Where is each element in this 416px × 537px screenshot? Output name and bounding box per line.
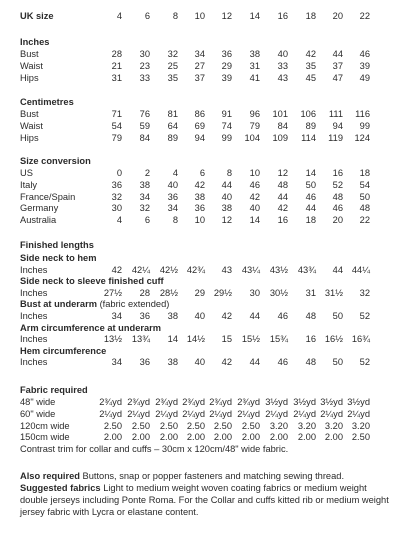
fabric-required-row-cell: 2¼yd bbox=[209, 408, 232, 419]
centimetres-heading: Centimetres bbox=[20, 97, 74, 107]
size-conversion-row-cell: 42 bbox=[277, 203, 288, 214]
inches-row-cell: 41 bbox=[249, 72, 260, 83]
uk-size-row-cell: 12 bbox=[221, 11, 232, 21]
size-conversion-row-label: Australia bbox=[20, 215, 57, 226]
centimetres-row-cell: 109 bbox=[272, 132, 288, 143]
finished-length-row-cell: 43¾ bbox=[297, 264, 316, 275]
fabric-required-row-label: 60" wide bbox=[20, 408, 56, 419]
size-conversion-row bbox=[0, 169, 416, 181]
centimetres-row-cell: 89 bbox=[305, 120, 316, 131]
finished-length-row-cell: 15½ bbox=[241, 334, 260, 345]
size-conversion-row-cell: 10 bbox=[249, 168, 260, 178]
fabric-required-row bbox=[0, 410, 416, 422]
centimetres-row bbox=[0, 122, 416, 134]
finished-length-row-cell: 42¼ bbox=[131, 264, 150, 275]
uk-size-row-cell: 20 bbox=[332, 11, 343, 21]
size-conversion-row-cell: 14 bbox=[305, 168, 316, 178]
finished-length-row-label: Inches bbox=[20, 334, 48, 345]
size-conversion-row-cell: 12 bbox=[277, 168, 288, 178]
fabric-required-row-cell: 2.50 bbox=[213, 420, 232, 431]
size-conversion-row-cell: 40 bbox=[167, 179, 178, 190]
size-conversion-row-cell: 48 bbox=[359, 203, 370, 214]
size-conversion-row-cell: 44 bbox=[305, 203, 316, 214]
centimetres-row-cell: 99 bbox=[359, 120, 370, 131]
size-conversion-row bbox=[0, 204, 416, 216]
centimetres-row-cell: 106 bbox=[300, 109, 316, 119]
finished-length-subheading bbox=[20, 347, 106, 356]
size-conversion-row-cell: 4 bbox=[172, 168, 178, 178]
centimetres-row-cell: 96 bbox=[249, 109, 260, 119]
size-conversion-row-cell: 38 bbox=[194, 191, 205, 202]
size-conversion-row-cell: 20 bbox=[332, 215, 343, 226]
size-conversion-row-cell: 40 bbox=[221, 191, 232, 202]
size-conversion-row-cell: 4 bbox=[116, 215, 122, 226]
fabric-required-row-cell: 2¼yd bbox=[127, 408, 150, 419]
finished-length-row-cell: 42 bbox=[111, 264, 122, 275]
centimetres-row-cell: 111 bbox=[328, 109, 343, 119]
finished-length-row-cell: 52 bbox=[359, 310, 370, 321]
fabric-required-row-cell: 2.00 bbox=[241, 432, 260, 443]
suggested-fabrics-paragraph bbox=[20, 482, 390, 519]
inches-row-cell: 31 bbox=[249, 60, 260, 71]
fabric-required-row-cell: 2¾yd bbox=[237, 397, 260, 407]
fabric-required-row-cell: 2.50 bbox=[131, 420, 150, 431]
finished-length-row-cell: 38 bbox=[167, 357, 178, 368]
fabric-required-row-cell: 3.20 bbox=[297, 420, 316, 431]
centimetres-row-cell: 94 bbox=[332, 120, 343, 131]
centimetres-row-cell: 84 bbox=[277, 120, 288, 131]
size-conversion-row-cell: 50 bbox=[359, 191, 370, 202]
fabric-required-row-cell: 2¼yd bbox=[237, 408, 260, 419]
size-conversion-heading: Size conversion bbox=[20, 156, 91, 166]
finished-length-row-cell: 30½ bbox=[269, 287, 288, 298]
fabric-required-row-cell: 2.00 bbox=[186, 432, 205, 443]
inches-row bbox=[0, 74, 416, 86]
inches-row-cell: 38 bbox=[249, 49, 260, 59]
fabric-required-row-cell: 3½yd bbox=[320, 397, 343, 407]
inches-row-cell: 34 bbox=[194, 49, 205, 59]
finished-length-row-cell: 14½ bbox=[186, 334, 205, 345]
suggested-fabrics-text: Light to medium weight woven coating fabrics or medium weight double jerseys including Ponte Roma. For the Collar and cuffs kitted rib or medium weight jersey fabric with Lycra or elastane content. bbox=[20, 483, 389, 518]
inches-row-cell: 39 bbox=[221, 72, 232, 83]
finished-length-row-cell: 36 bbox=[139, 357, 150, 368]
inches-row-cell: 43 bbox=[277, 72, 288, 83]
centimetres-row-cell: 74 bbox=[221, 120, 232, 131]
fabric-required-row-cell: 2¼yd bbox=[293, 408, 316, 419]
fabric-required-row-cell: 2.00 bbox=[269, 432, 288, 443]
fabric-required-row-cell: 3½yd bbox=[347, 397, 370, 407]
centimetres-row-cell: 59 bbox=[139, 120, 150, 131]
size-conversion-row-cell: 44 bbox=[277, 191, 288, 202]
finished-length-row-cell: 52 bbox=[359, 357, 370, 368]
inches-row-cell: 40 bbox=[277, 49, 288, 59]
finished-length-row-cell: 42 bbox=[221, 357, 232, 368]
uk-size-row-cell: 14 bbox=[249, 11, 260, 21]
finished-length-row-cell: 44¼ bbox=[351, 264, 370, 275]
size-conversion-row-cell: 8 bbox=[172, 215, 178, 226]
uk-size-row-cell: 6 bbox=[144, 11, 150, 21]
fabric-required-row-cell: 2.50 bbox=[186, 420, 205, 431]
size-conversion-row-cell: 2 bbox=[144, 168, 150, 178]
finished-length-row-cell: 14 bbox=[167, 334, 178, 345]
inches-row-cell: 39 bbox=[359, 60, 370, 71]
finished-length-row-cell: 13½ bbox=[103, 334, 122, 345]
size-conversion-row-cell: 18 bbox=[305, 215, 316, 226]
centimetres-row-label: Hips bbox=[20, 132, 39, 143]
size-conversion-row-cell: 38 bbox=[221, 203, 232, 214]
centimetres-row-cell: 79 bbox=[111, 132, 122, 143]
size-conversion-row-cell: 52 bbox=[332, 179, 343, 190]
fabric-required-row-cell: 2¼yd bbox=[99, 408, 122, 419]
inches-row-cell: 49 bbox=[359, 72, 370, 83]
fabric-required-row-cell: 2¾yd bbox=[99, 397, 122, 407]
inches-row-cell: 30 bbox=[139, 49, 150, 59]
finished-length-row-cell: 43 bbox=[221, 264, 232, 275]
fabric-required-row-cell: 2.00 bbox=[213, 432, 232, 443]
finished-length-row-cell: 13¾ bbox=[131, 334, 150, 345]
inches-row-cell: 21 bbox=[111, 60, 122, 71]
inches-row-cell: 45 bbox=[305, 72, 316, 83]
size-conversion-row-label: Italy bbox=[20, 179, 38, 190]
centimetres-row-cell: 71 bbox=[111, 109, 122, 119]
inches-row-cell: 35 bbox=[167, 72, 178, 83]
size-conversion-row-label: Germany bbox=[20, 203, 59, 214]
finished-length-row-cell: 50 bbox=[332, 357, 343, 368]
inches-row-cell: 42 bbox=[305, 49, 316, 59]
size-conversion-row-cell: 42 bbox=[249, 191, 260, 202]
size-conversion-row-cell: 16 bbox=[332, 168, 343, 178]
centimetres-row-cell: 119 bbox=[328, 132, 343, 143]
inches-row-cell: 37 bbox=[194, 72, 205, 83]
inches-row-cell: 25 bbox=[167, 60, 178, 71]
finished-length-row-label: Inches bbox=[20, 287, 48, 298]
finished-length-row-cell: 43½ bbox=[269, 264, 288, 275]
inches-row-cell: 37 bbox=[332, 60, 343, 71]
finished-length-row-cell: 40 bbox=[194, 310, 205, 321]
fabric-required-row-cell: 2¼yd bbox=[320, 408, 343, 419]
size-conversion-row-cell: 34 bbox=[139, 191, 150, 202]
uk-size-row-cell: 10 bbox=[194, 11, 205, 21]
finished-length-row-cell: 42 bbox=[221, 310, 232, 321]
finished-length-subheading-text: Hem circumference bbox=[20, 345, 107, 356]
finished-length-row-cell: 31½ bbox=[324, 287, 343, 298]
fabric-required-row-cell: 2.00 bbox=[103, 432, 122, 443]
finished-length-row-cell: 46 bbox=[277, 310, 288, 321]
size-conversion-row-cell: 46 bbox=[249, 179, 260, 190]
inches-row-cell: 28 bbox=[111, 49, 122, 59]
centimetres-row-label: Waist bbox=[20, 120, 43, 131]
contrast-trim-note: Contrast trim for collar and cuffs – 30cm x 120cm/48" wide fabric. bbox=[20, 444, 289, 454]
fabric-required-row-cell: 2¼yd bbox=[347, 408, 370, 419]
fabric-required-row-cell: 3½yd bbox=[293, 397, 316, 407]
also-required-text: Buttons, snap or popper fasteners and matching sewing thread. bbox=[79, 471, 345, 481]
size-conversion-row-cell: 54 bbox=[359, 179, 370, 190]
inches-row-cell: 33 bbox=[139, 72, 150, 83]
finished-length-row-cell: 34 bbox=[111, 357, 122, 368]
finished-length-row-cell: 15 bbox=[221, 334, 232, 345]
fabric-required-row-cell: 2.50 bbox=[241, 420, 260, 431]
finished-length-row-label: Inches bbox=[20, 310, 48, 321]
finished-length-row-cell: 34 bbox=[111, 310, 122, 321]
size-conversion-row-cell: 30 bbox=[111, 203, 122, 214]
centimetres-row-cell: 101 bbox=[272, 109, 288, 119]
centimetres-row-cell: 124 bbox=[354, 132, 370, 143]
fabric-required-row-cell: 2.50 bbox=[103, 420, 122, 431]
fabric-required-row-cell: 2¾yd bbox=[155, 397, 178, 407]
uk-size-row-label: UK size bbox=[20, 11, 54, 21]
finished-length-row-cell: 38 bbox=[167, 310, 178, 321]
finished-length-row-cell: 50 bbox=[332, 310, 343, 321]
finished-length-row-cell: 31 bbox=[305, 287, 316, 298]
inches-row-label: Hips bbox=[20, 72, 39, 83]
finished-length-row-cell: 27½ bbox=[103, 287, 122, 298]
finished-length-row-cell: 40 bbox=[194, 357, 205, 368]
fabric-required-row-cell: 2¾yd bbox=[182, 397, 205, 407]
centimetres-row-cell: 114 bbox=[301, 132, 316, 143]
fabric-required-row-label: 150cm wide bbox=[20, 432, 70, 443]
finished-length-row-cell: 48 bbox=[305, 310, 316, 321]
centimetres-row-cell: 79 bbox=[249, 120, 260, 131]
finished-length-row-cell: 44 bbox=[332, 264, 343, 275]
fabric-required-row-label: 48" wide bbox=[20, 397, 56, 407]
fabric-required-row-cell: 2¼yd bbox=[182, 408, 205, 419]
fabric-required-row-cell: 3½yd bbox=[265, 397, 288, 407]
size-conversion-row-cell: 34 bbox=[167, 203, 178, 214]
uk-size-row-cell: 4 bbox=[116, 11, 122, 21]
size-conversion-row-cell: 42 bbox=[194, 179, 205, 190]
size-conversion-row-cell: 18 bbox=[359, 168, 370, 178]
size-conversion-row-cell: 36 bbox=[167, 191, 178, 202]
uk-size-row bbox=[0, 12, 416, 24]
finished-length-row-cell: 36 bbox=[139, 310, 150, 321]
size-conversion-row bbox=[0, 193, 416, 205]
finished-length-row-cell: 16¾ bbox=[351, 334, 370, 345]
finished-length-subheading-text: Bust at underarm bbox=[20, 299, 97, 310]
finished-length-row-cell: 48 bbox=[305, 357, 316, 368]
fabric-required-row-cell: 3.20 bbox=[324, 420, 343, 431]
centimetres-row-cell: 64 bbox=[167, 120, 178, 131]
centimetres-row-cell: 116 bbox=[355, 109, 370, 119]
finished-length-row-label: Inches bbox=[20, 264, 48, 275]
centimetres-row-cell: 94 bbox=[194, 132, 205, 143]
size-conversion-row-cell: 50 bbox=[305, 179, 316, 190]
centimetres-row-cell: 81 bbox=[167, 109, 178, 119]
size-conversion-row-cell: 0 bbox=[116, 168, 122, 178]
finished-lengths-heading: Finished lengths bbox=[20, 240, 94, 250]
inches-heading: Inches bbox=[20, 37, 50, 47]
also-required-label: Also required bbox=[20, 471, 80, 481]
inches-row-cell: 31 bbox=[111, 72, 122, 83]
finished-length-row-cell: 16½ bbox=[324, 334, 343, 345]
size-conversion-row-cell: 6 bbox=[199, 168, 205, 178]
size-conversion-row-cell: 12 bbox=[221, 215, 232, 226]
finished-length-row-cell: 44 bbox=[249, 310, 260, 321]
finished-length-row-cell: 42½ bbox=[159, 264, 178, 275]
inches-row-cell: 36 bbox=[221, 49, 232, 59]
finished-length-row-cell: 28½ bbox=[159, 287, 178, 298]
size-conversion-row-cell: 44 bbox=[221, 179, 232, 190]
size-conversion-row-cell: 10 bbox=[194, 215, 205, 226]
uk-size-row-cell: 8 bbox=[172, 11, 178, 21]
size-conversion-row-cell: 36 bbox=[111, 179, 122, 190]
centimetres-row-cell: 104 bbox=[244, 132, 260, 143]
size-conversion-row-cell: 46 bbox=[332, 203, 343, 214]
size-conversion-row-cell: 6 bbox=[144, 215, 150, 226]
finished-length-row-cell: 15¾ bbox=[269, 334, 288, 345]
size-conversion-row-cell: 36 bbox=[194, 203, 205, 214]
inches-row-cell: 47 bbox=[332, 72, 343, 83]
fabric-required-row-cell: 2¼yd bbox=[265, 408, 288, 419]
size-conversion-row-cell: 32 bbox=[139, 203, 150, 214]
finished-length-subheading-text: Side neck to hem bbox=[20, 253, 97, 263]
fabric-required-heading: Fabric required bbox=[20, 385, 88, 395]
fabric-required-row-cell: 2.50 bbox=[159, 420, 178, 431]
centimetres-row bbox=[0, 110, 416, 122]
finished-length-subheading-note: (fabric extended) bbox=[96, 299, 170, 310]
finished-length-subheading bbox=[20, 324, 161, 333]
fabric-required-row-label: 120cm wide bbox=[20, 420, 70, 431]
centimetres-row-cell: 76 bbox=[139, 109, 150, 119]
size-conversion-row-cell: 32 bbox=[111, 191, 122, 202]
uk-size-row-cell: 18 bbox=[305, 11, 316, 21]
size-conversion-row bbox=[0, 216, 416, 228]
centimetres-row-cell: 89 bbox=[167, 132, 178, 143]
centimetres-row-cell: 54 bbox=[111, 120, 122, 131]
inches-row bbox=[0, 62, 416, 74]
size-conversion-row-cell: 46 bbox=[305, 191, 316, 202]
inches-row-cell: 29 bbox=[221, 60, 232, 71]
also-required-paragraph bbox=[20, 470, 390, 482]
size-conversion-row-cell: 40 bbox=[249, 203, 260, 214]
centimetres-row bbox=[0, 134, 416, 146]
inches-row-cell: 33 bbox=[277, 60, 288, 71]
suggested-fabrics-label: Suggested fabrics bbox=[20, 483, 101, 493]
size-conversion-row-cell: 48 bbox=[332, 191, 343, 202]
inches-row-label: Bust bbox=[20, 49, 39, 59]
centimetres-row-label: Bust bbox=[20, 109, 39, 119]
uk-size-row-cell: 16 bbox=[277, 11, 288, 21]
fabric-required-row-cell: 3.20 bbox=[269, 420, 288, 431]
finished-length-row-cell: 43¼ bbox=[241, 264, 260, 275]
finished-length-row-cell: 28 bbox=[139, 287, 150, 298]
size-conversion-row-cell: 22 bbox=[359, 215, 370, 226]
fabric-required-row-cell: 2.00 bbox=[297, 432, 316, 443]
uk-size-row-cell: 22 bbox=[359, 11, 370, 21]
centimetres-row-cell: 99 bbox=[221, 132, 232, 143]
centimetres-row-cell: 86 bbox=[194, 109, 205, 119]
size-conversion-row-cell: 48 bbox=[277, 179, 288, 190]
finished-length-row-cell: 29½ bbox=[213, 287, 232, 298]
size-conversion-row-cell: 14 bbox=[249, 215, 260, 226]
inches-row-cell: 32 bbox=[167, 49, 178, 59]
centimetres-row-cell: 69 bbox=[194, 120, 205, 131]
finished-length-row-cell: 29 bbox=[194, 287, 205, 298]
fabric-required-row-cell: 2¼yd bbox=[155, 408, 178, 419]
size-conversion-row-label: France/Spain bbox=[20, 191, 76, 202]
finished-length-row-cell: 16 bbox=[305, 334, 316, 345]
finished-length-row-cell: 46 bbox=[277, 357, 288, 368]
finished-length-subheading bbox=[20, 254, 96, 263]
inches-row-cell: 27 bbox=[194, 60, 205, 71]
size-conversion-row-cell: 38 bbox=[139, 179, 150, 190]
finished-length-subheading-text: Arm circumference at underarm bbox=[20, 322, 162, 333]
centimetres-row-cell: 91 bbox=[221, 109, 232, 119]
finished-length-row-cell: 42¾ bbox=[186, 264, 205, 275]
fabric-required-row-cell: 2.00 bbox=[131, 432, 150, 443]
centimetres-row-cell: 84 bbox=[139, 132, 150, 143]
fabric-required-row-cell: 2¾yd bbox=[209, 397, 232, 407]
finished-length-subheading-text: Side neck to sleeve finished cuff bbox=[20, 276, 164, 287]
inches-row-cell: 23 bbox=[139, 60, 150, 71]
finished-length-row bbox=[0, 358, 416, 370]
size-conversion-row-label: US bbox=[20, 168, 33, 178]
fabric-required-row-cell: 2.00 bbox=[159, 432, 178, 443]
finished-length-row-cell: 30 bbox=[249, 287, 260, 298]
inches-row bbox=[0, 50, 416, 62]
inches-row-cell: 35 bbox=[305, 60, 316, 71]
inches-row-label: Waist bbox=[20, 60, 43, 71]
finished-length-row-label: Inches bbox=[20, 357, 48, 368]
inches-row-cell: 44 bbox=[332, 49, 343, 59]
finished-length-subheading bbox=[20, 277, 164, 286]
size-conversion-row-cell: 16 bbox=[277, 215, 288, 226]
fabric-required-row-cell: 2¾yd bbox=[127, 397, 150, 407]
fabric-required-row-cell: 3.20 bbox=[351, 420, 370, 431]
finished-length-row-cell: 44 bbox=[249, 357, 260, 368]
fabric-required-row-cell: 2.50 bbox=[351, 432, 370, 443]
finished-length-subheading bbox=[20, 300, 169, 309]
size-conversion-row bbox=[0, 181, 416, 193]
finished-length-row-cell: 32 bbox=[359, 287, 370, 298]
inches-row-cell: 46 bbox=[359, 49, 370, 59]
fabric-required-row-cell: 2.00 bbox=[324, 432, 343, 443]
size-conversion-row-cell: 8 bbox=[226, 168, 232, 178]
